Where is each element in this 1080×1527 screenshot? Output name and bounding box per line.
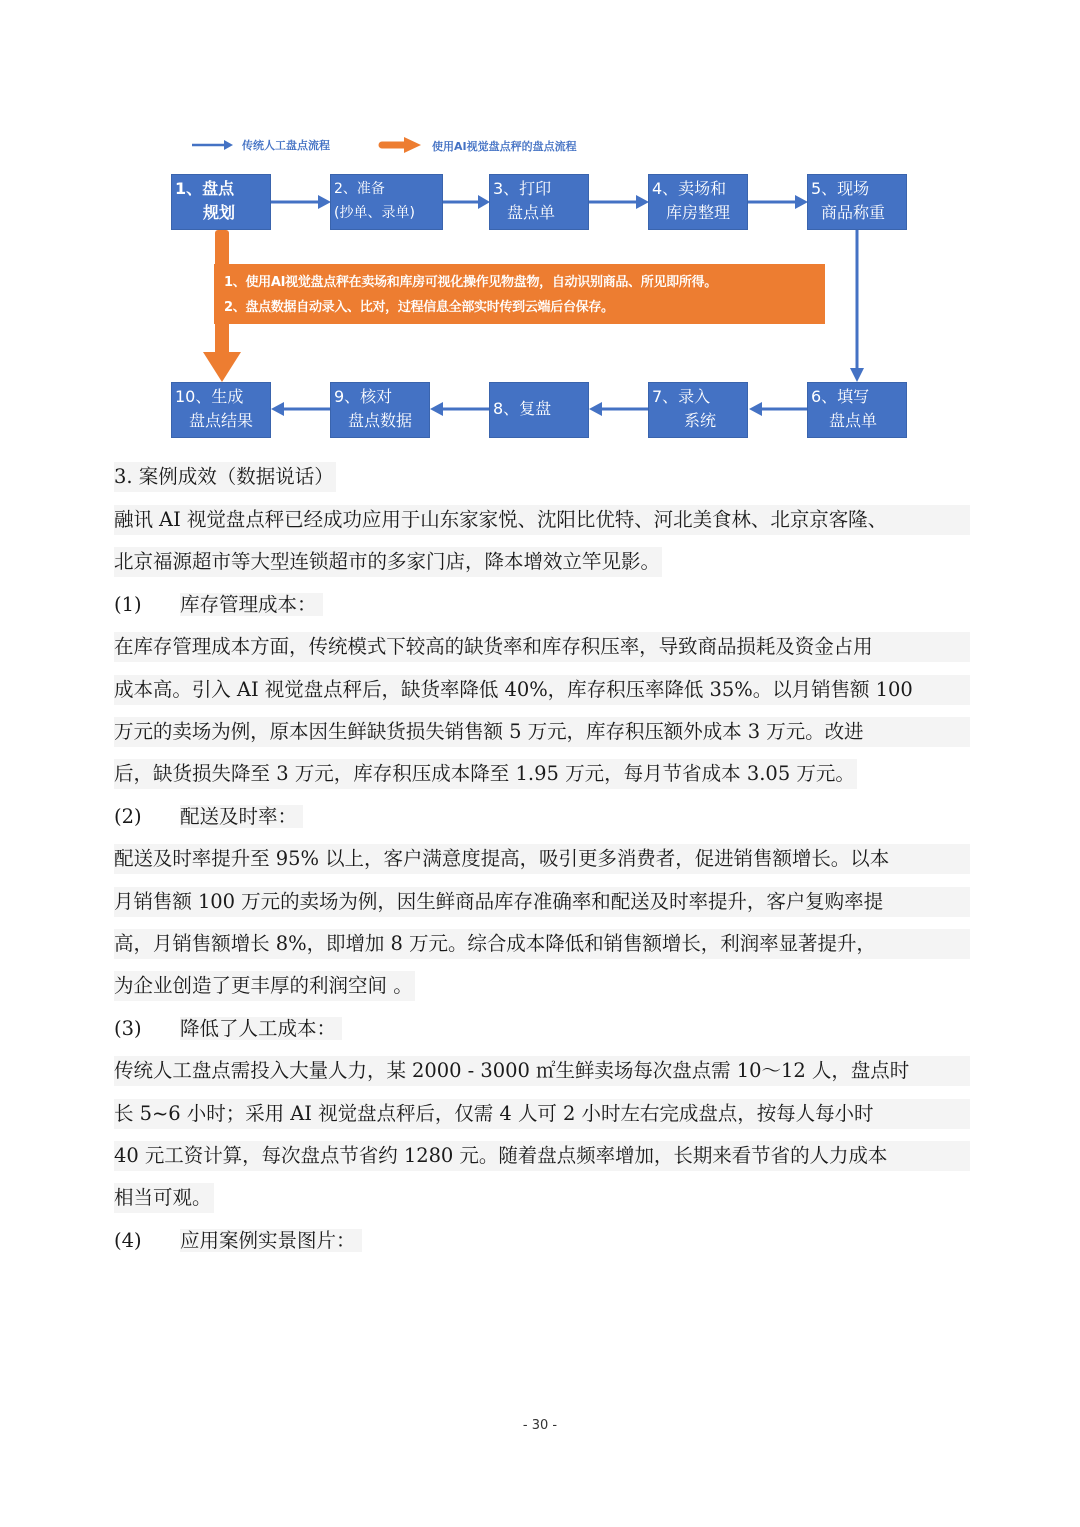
flow-arrow-7-8 bbox=[589, 402, 649, 416]
item-4-number: (4) bbox=[114, 1226, 180, 1256]
step-box-3 bbox=[489, 174, 589, 230]
flow-arrow-8-9 bbox=[430, 402, 490, 416]
step-6-line1: 6、填写 bbox=[811, 387, 870, 406]
item-2-title: 配送及时率： bbox=[180, 805, 303, 828]
item-3-number: (3) bbox=[114, 1014, 180, 1044]
item-1-heading bbox=[114, 590, 325, 620]
item-3-line-1: 传统人工盘点需投入大量人力，某 2000 - 3000 ㎡生鲜卖场每次盘点需 10～12 人，盘点时 bbox=[114, 1056, 970, 1086]
flow-arrow-2-3 bbox=[443, 195, 490, 209]
step-box-9 bbox=[330, 382, 430, 438]
item-2-line-2: 月销售额 100 万元的卖场为例，因生鲜商品库存准确率和配送及时率提升，客户复购率提 bbox=[114, 887, 970, 917]
item-1-line-2: 成本高。引入 AI 视觉盘点秤后，缺货率降低 40%，库存积压率降低 35%。以月销售额 100 bbox=[114, 675, 970, 705]
step-box-10 bbox=[171, 382, 271, 438]
legend-blue-arrow-icon bbox=[192, 140, 233, 150]
legend-orange-arrow-icon bbox=[382, 137, 421, 153]
step-1-line1: 1、盘点 bbox=[175, 179, 235, 198]
step-box-4 bbox=[648, 174, 748, 230]
step-3-line1: 3、打印 bbox=[493, 179, 552, 198]
item-4-title: 应用案例实景图片： bbox=[180, 1229, 362, 1252]
step-4-line1: 4、卖场和 bbox=[652, 179, 727, 198]
item-1-line-3: 万元的卖场为例，原本因生鲜缺货损失销售额 5 万元，库存积压额外成本 3 万元。改进 bbox=[114, 717, 970, 747]
step-7-line1: 7、录入 bbox=[652, 387, 711, 406]
step-3-line2: 盘点单 bbox=[507, 203, 556, 222]
item-3-heading bbox=[114, 1014, 344, 1044]
flow-arrow-9-10 bbox=[271, 402, 331, 416]
item-2-line-3: 高，月销售额增长 8%，即增加 8 万元。综合成本降低和销售额增长，利润率显著提升， bbox=[114, 929, 970, 959]
item-1-line-1: 在库存管理成本方面，传统模式下较高的缺货率和库存积压率，导致商品损耗及资金占用 bbox=[114, 632, 970, 662]
step-box-6 bbox=[807, 382, 907, 438]
step-5-line2: 商品称重 bbox=[821, 203, 886, 222]
process-flow-diagram bbox=[0, 0, 1080, 450]
step-2-line1: 2、准备 bbox=[334, 181, 385, 197]
item-2-number: (2) bbox=[114, 802, 180, 832]
ai-note-2: 2、盘点数据自动录入、比对，过程信息全部实时传到云端后台保存。 bbox=[224, 300, 614, 315]
flow-arrow-1-2 bbox=[271, 195, 331, 209]
step-box-8 bbox=[489, 382, 589, 438]
legend-traditional bbox=[242, 137, 330, 153]
ai-notes-box bbox=[214, 264, 825, 324]
item-3-line-2: 长 5~6 小时；采用 AI 视觉盘点秤后，仅需 4 人可 2 小时左右完成盘点，按每人每小时 bbox=[114, 1099, 970, 1129]
item-1-line-4: 后，缺货损失降至 3 万元，库存积压成本降至 1.95 万元，每月节省成本 3.05 万元。 bbox=[114, 759, 857, 789]
step-7-line2: 系统 bbox=[684, 411, 717, 430]
item-3-line-4: 相当可观。 bbox=[114, 1183, 214, 1213]
step-10-line1: 10、生成 bbox=[175, 387, 244, 406]
step-box-2 bbox=[330, 174, 443, 230]
step-box-1 bbox=[171, 174, 271, 230]
intro-line-2: 北京福源超市等大型连锁超市的多家门店，降本增效立竿见影。 bbox=[114, 547, 662, 577]
step-9-line2: 盘点数据 bbox=[348, 411, 413, 430]
step-box-7 bbox=[648, 382, 748, 438]
step-4-line2: 库房整理 bbox=[666, 203, 731, 222]
item-2-line-4: 为企业创造了更丰厚的利润空间 。 bbox=[114, 971, 415, 1001]
item-1-number: (1) bbox=[114, 590, 180, 620]
legend-traditional-label: 传统人工盘点流程 bbox=[242, 139, 330, 152]
flow-arrow-3-4 bbox=[589, 195, 649, 209]
intro-line-1: 融讯 AI 视觉盘点秤已经成功应用于山东家家悦、沈阳比优特、河北美食林、北京京客隆、 bbox=[114, 505, 970, 535]
item-2-line-1: 配送及时率提升至 95% 以上，客户满意度提高，吸引更多消费者，促进销售额增长。以本 bbox=[114, 844, 970, 874]
item-1-title: 库存管理成本： bbox=[180, 593, 323, 616]
item-4-heading bbox=[114, 1226, 364, 1256]
step-1-line2: 规划 bbox=[203, 203, 236, 222]
step-9-line1: 9、核对 bbox=[334, 387, 393, 406]
flow-arrow-5-6 bbox=[850, 230, 864, 382]
step-5-line1: 5、现场 bbox=[811, 179, 870, 198]
item-2-heading bbox=[114, 802, 305, 832]
item-3-line-3: 40 元工资计算，每次盘点节省约 1280 元。随着盘点频率增加，长期来看节省的人力成本 bbox=[114, 1141, 970, 1171]
step-2-line2: (抄单、录单) bbox=[334, 205, 415, 221]
ai-note-1: 1、使用AI视觉盘点秤在卖场和库房可视化操作见物盘物，自动识别商品、所见即所得。 bbox=[224, 275, 717, 290]
section-title: 3. 案例成效（数据说话） bbox=[114, 462, 336, 492]
page-number: - 30 - bbox=[522, 1418, 558, 1433]
step-box-5 bbox=[807, 174, 907, 230]
step-6-line2: 盘点单 bbox=[829, 411, 878, 430]
step-8-line1: 8、复盘 bbox=[493, 399, 552, 418]
item-3-title: 降低了人工成本： bbox=[180, 1017, 342, 1040]
flow-arrow-4-5 bbox=[748, 195, 808, 209]
step-10-line2: 盘点结果 bbox=[189, 411, 254, 430]
flow-arrow-6-7 bbox=[749, 402, 808, 416]
legend-ai bbox=[432, 138, 577, 154]
legend-ai-label: 使用AI视觉盘点秤的盘点流程 bbox=[432, 140, 577, 153]
